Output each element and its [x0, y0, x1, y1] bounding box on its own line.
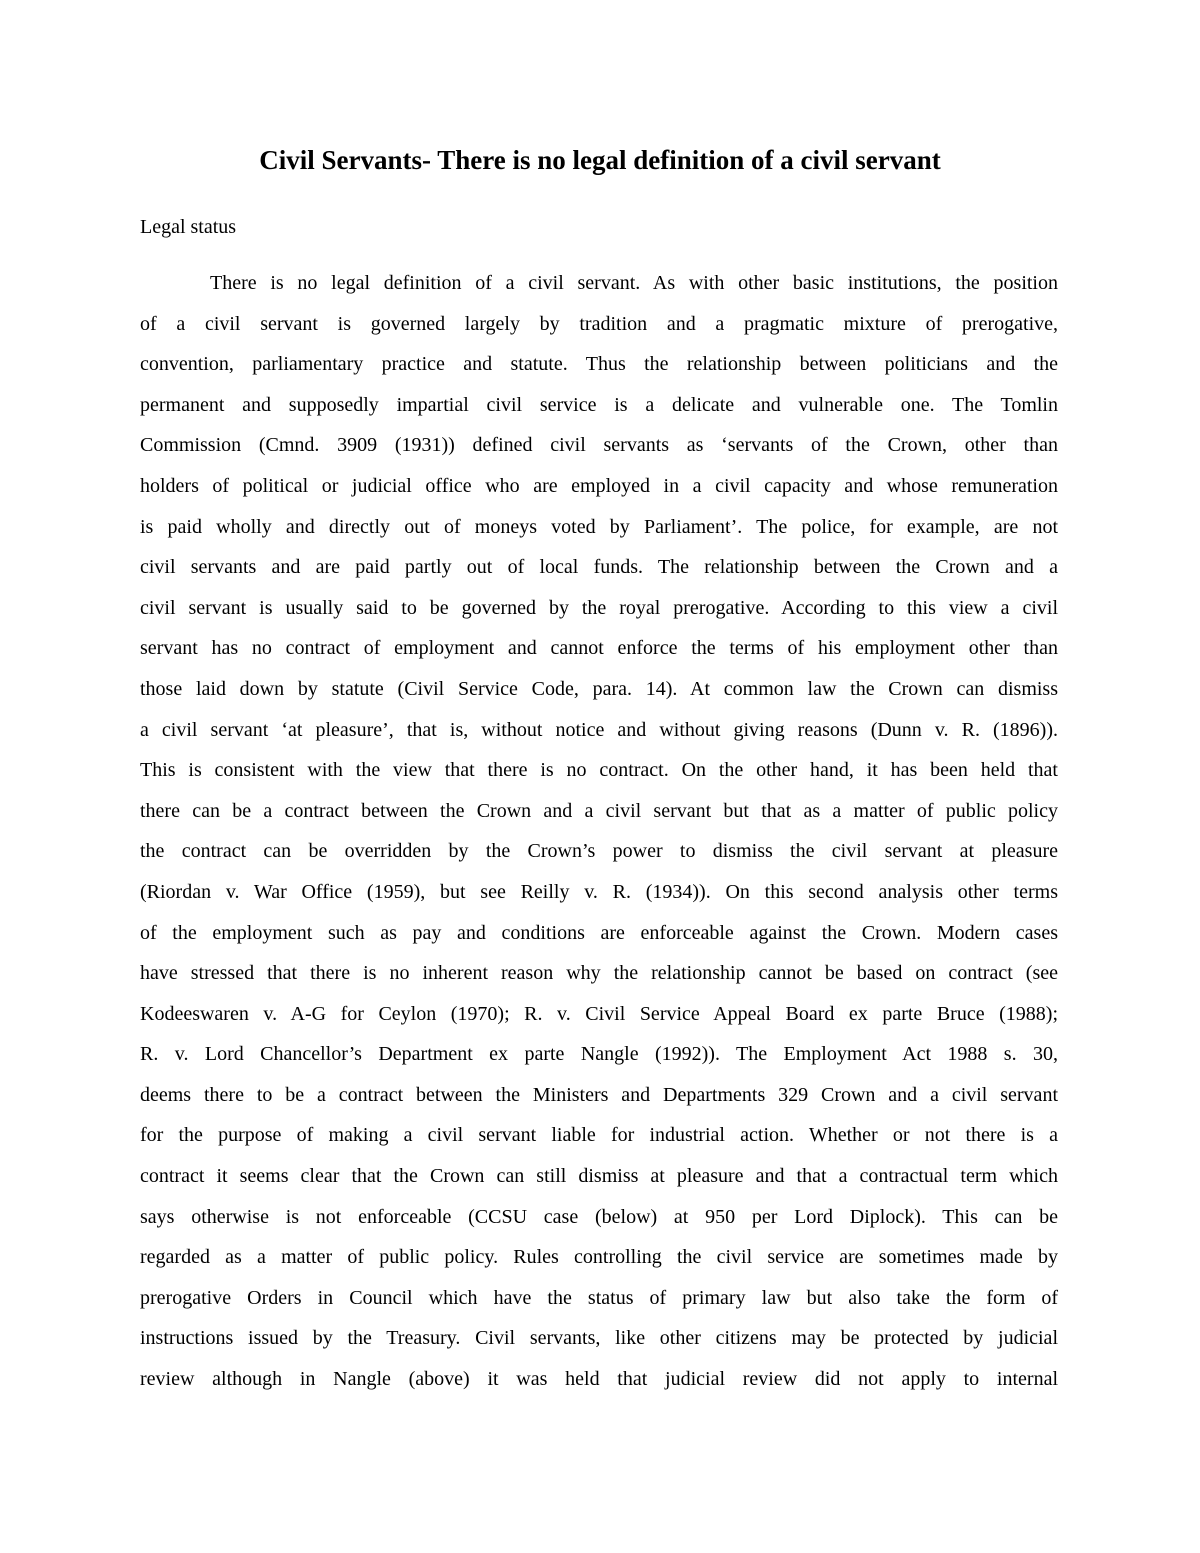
paragraph-line: permanent and supposedly impartial civil service is a delicate and vulnerable one. The Tomlin	[140, 393, 1058, 416]
section-heading: Legal status	[140, 216, 237, 238]
paragraph-line: deems there to be a contract between the Ministers and Departments 329 Crown and a civil servant	[140, 1083, 1058, 1106]
paragraph-line: civil servants and are paid partly out of local funds. The relationship between the Crown and a	[140, 556, 1058, 579]
paragraph-line: those laid down by statute (Civil Service Code, para. 14). At common law the Crown can dismiss	[140, 677, 1058, 700]
paragraph-line: there can be a contract between the Crown and a civil servant but that as a matter of public policy	[140, 799, 1058, 822]
paragraph-line: convention, parliamentary practice and statute. Thus the relationship between politicians and the	[140, 353, 1058, 376]
body-paragraph	[140, 263, 1058, 1400]
paragraph-line: contract it seems clear that the Crown can still dismiss at pleasure and that a contractual term which	[140, 1165, 1058, 1188]
paragraph-line: prerogative Orders in Council which have the status of primary law but also take the form of	[140, 1286, 1058, 1309]
paragraph-line: civil servant is usually said to be governed by the royal prerogative. According to this view a civil	[140, 596, 1058, 619]
document-title: Civil Servants- There is no legal definition of a civil servant	[259, 145, 941, 175]
paragraph-line: review although in Nangle (above) it was held that judicial review did not apply to internal	[140, 1368, 1058, 1391]
paragraph-line: for the purpose of making a civil servant liable for industrial action. Whether or not there is a	[140, 1124, 1058, 1147]
paragraph-line: servant has no contract of employment and cannot enforce the terms of his employment other than	[140, 637, 1058, 660]
paragraph-line: (Riordan v. War Office (1959), but see Reilly v. R. (1934)). On this second analysis other terms	[140, 880, 1058, 903]
paragraph-line: have stressed that there is no inherent reason why the relationship cannot be based on contract (see	[140, 962, 1058, 985]
paragraph-line: of the employment such as pay and conditions are enforceable against the Crown. Modern cases	[140, 921, 1058, 944]
paragraph-line: There is no legal definition of a civil servant. As with other basic institutions, the position	[210, 272, 1058, 294]
paragraph-line: a civil servant ‘at pleasure’, that is, without notice and without giving reasons (Dunn v. R. (1896)).	[140, 718, 1058, 741]
paragraph-line: Kodeeswaren v. A-G for Ceylon (1970); R. v. Civil Service Appeal Board ex parte Bruce (1988);	[140, 1002, 1058, 1025]
paragraph-line: says otherwise is not enforceable (CCSU case (below) at 950 per Lord Diplock). This can be	[140, 1205, 1058, 1228]
paragraph-line: regarded as a matter of public policy. Rules controlling the civil service are sometimes made by	[140, 1246, 1058, 1269]
paragraph-line: This is consistent with the view that there is no contract. On the other hand, it has been held that	[140, 759, 1058, 782]
paragraph-line: the contract can be overridden by the Crown’s power to dismiss the civil servant at pleasure	[140, 840, 1058, 863]
paragraph-line: instructions issued by the Treasury. Civil servants, like other citizens may be protected by judicial	[140, 1327, 1058, 1350]
paragraph-line: is paid wholly and directly out of moneys voted by Parliament’. The police, for example, are not	[140, 515, 1058, 538]
paragraph-line: of a civil servant is governed largely by tradition and a pragmatic mixture of prerogative,	[140, 312, 1058, 335]
paragraph-line: Commission (Cmnd. 3909 (1931)) defined civil servants as ‘servants of the Crown, other than	[140, 434, 1058, 457]
paragraph-line: holders of political or judicial office who are employed in a civil capacity and whose remuneration	[140, 474, 1058, 497]
paragraph-line: R. v. Lord Chancellor’s Department ex parte Nangle (1992)). The Employment Act 1988 s. 30,	[140, 1043, 1058, 1066]
